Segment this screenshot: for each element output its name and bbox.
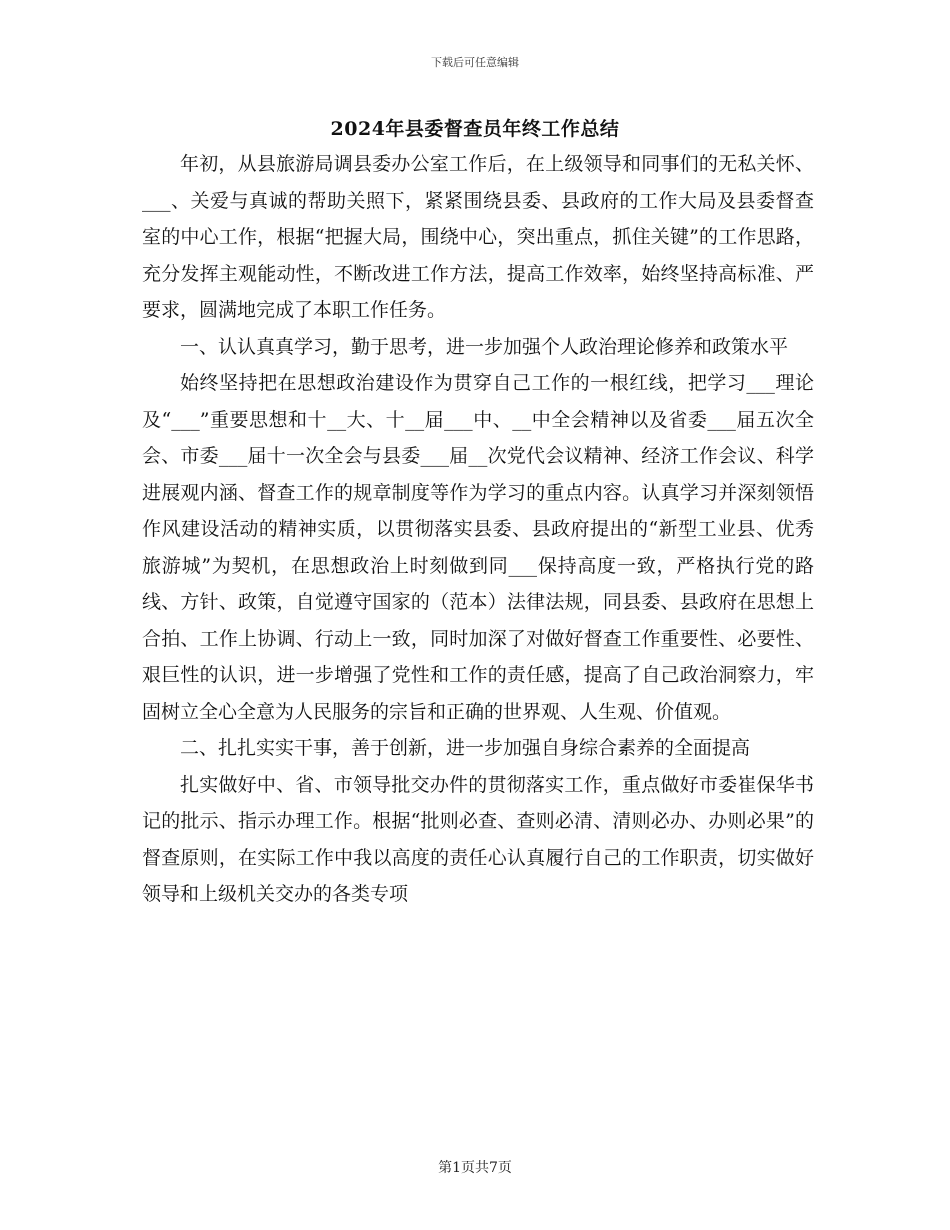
page-header-note: 下载后可任意编辑 [431, 56, 519, 69]
document-body [142, 146, 814, 913]
paragraph-section-1: 始终坚持把在思想政治建设作为贯穿自己工作的一根红线，把学习___理论及“___”重要思想和十__大、十__届___中、__中全会精神以及省委___届五次全会、市委___届十一次全会与县委___届__次党代会议精神、经济工作会议、科学进展观内涵、督查工作的规章制度等作为学习的重点内容。认真学习并深刻领悟作风建设活动的精神实质，以贯彻落实县委、县政府提出的“新型工业县、优秀旅游城”为契机，在思想政治上时刻做到同___保持高度一致，严格执行党的路线、方针、政策，自觉遵守国家的（范本）法律法规，同县委、县政府在思想上合拍、工作上协调、行动上一致，同时加深了对做好督查工作重要性、必要性、艰巨性的认识，进一步增强了党性和工作的责任感，提高了自己政治洞察力，牢固树立全心全意为人民服务的宗旨和正确的世界观、人生观、价值观。 [142, 372, 814, 723]
section-heading-1: 一、认认真真学习，勤于思考，进一步加强个人政治理论修养和政策水平 [180, 335, 789, 358]
page-number: 第1页共7页 [438, 1160, 512, 1176]
paragraph-intro: 年初，从县旅游局调县委办公室工作后，在上级领导和同事们的无私关怀、___、关爱与真诚的帮助关照下，紧紧围绕县委、县政府的工作大局及县委督查室的中心工作，根据“把握大局，围绕中心，突出重点，抓住关键”的工作思路，充分发挥主观能动性，不断改进工作方法，提高工作效率，始终坚持高标准、严要求，圆满地完成了本职工作任务。 [142, 153, 814, 321]
section-heading-2: 二、扎扎实实干事，善于创新，进一步加强自身综合素养的全面提高 [180, 737, 751, 759]
document-title: 2024年县委督查员年终工作总结 [330, 118, 620, 140]
paragraph-section-2: 扎实做好中、省、市领导批交办件的贯彻落实工作，重点做好市委崔保华书记的批示、指示办理工作。根据“批则必查、查则必清、清则必办、办则必果”的督查原则，在实际工作中我以高度的责任心认真履行自己的工作职责，切实做好领导和上级机关交办的各类专项 [142, 773, 814, 905]
